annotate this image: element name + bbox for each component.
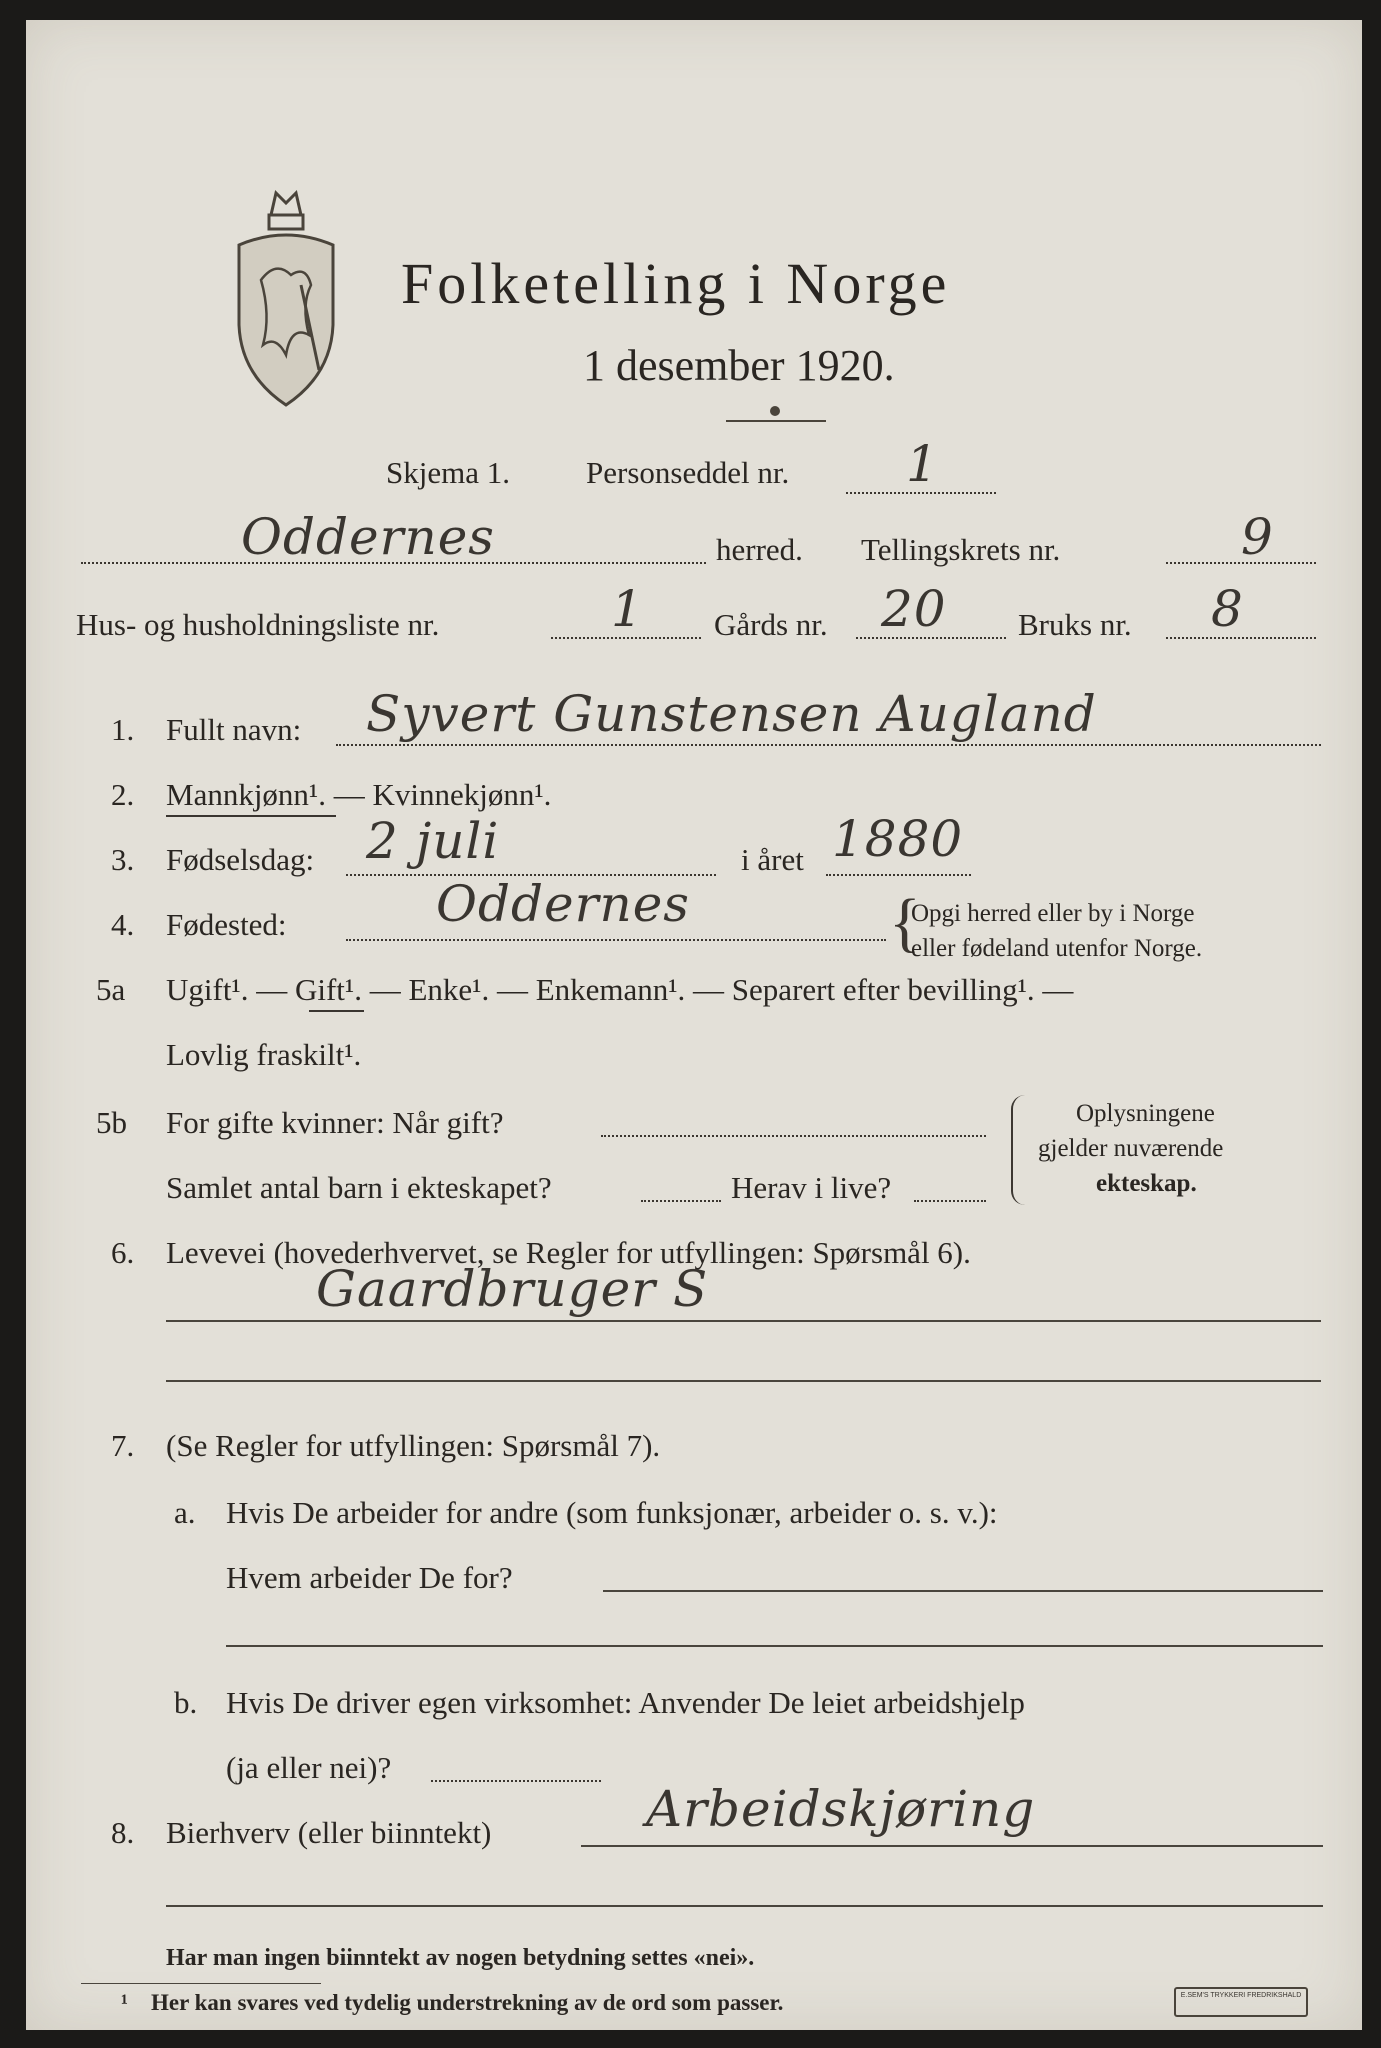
q7b-label: Hvis De driver egen virksomhet: Anvender De leiet arbeidshjelp — [226, 1685, 1025, 1720]
q1-number: 1. — [111, 712, 135, 747]
q5b-note-line-2: gjelder nuværende — [1038, 1135, 1224, 1162]
footnote-text: Her kan svares ved tydelig understrekning av de ord som passer. — [151, 1990, 784, 2015]
form-date: 1 desember 1920. — [583, 341, 895, 390]
q5a-marital-options-line-2: Lovlig fraskilt¹. — [166, 1037, 362, 1072]
footer-instruction: Har man ingen biinntekt av nogen betydning settes «nei». — [166, 1945, 755, 1971]
q1-full-name-value: Syvert Gunstensen Augland — [366, 685, 1097, 743]
q1-label: Fullt navn: — [166, 712, 302, 747]
q7b-answer-line — [431, 1780, 601, 1782]
q6-occupation-value: Gaardbruger S — [316, 1260, 709, 1318]
personseddel-value: 1 — [906, 435, 939, 493]
q3-year-value: 1880 — [832, 810, 964, 868]
q7a-employer-label: Hvem arbeider De for? — [226, 1560, 513, 1595]
q7b-letter: b. — [174, 1685, 198, 1720]
q5b-note-brace — [1011, 1095, 1031, 1205]
coat-of-arms-icon — [231, 185, 341, 410]
q6-field-line-1 — [166, 1320, 1321, 1322]
q5b-when-married-line — [601, 1135, 986, 1137]
q7a-employer-line-2 — [226, 1645, 1323, 1647]
q8-label: Bierhverv (eller biinntekt) — [166, 1815, 492, 1850]
q4-birthplace-value: Oddernes — [436, 875, 690, 933]
tellingskrets-label: Tellingskrets nr. — [861, 532, 1061, 567]
bruks-label: Bruks nr. — [1018, 607, 1132, 642]
q7a-letter: a. — [174, 1495, 196, 1530]
footnote-separator — [81, 1983, 321, 1984]
q5a-number: 5a — [96, 972, 126, 1007]
q8-field-line — [581, 1845, 1323, 1847]
personseddel-label: Personseddel nr. — [586, 455, 790, 490]
tellingskrets-value: 9 — [1241, 508, 1274, 566]
q5b-children-label: Samlet antal barn i ekteskapet? — [166, 1170, 552, 1205]
footnote-mark: ¹ — [121, 1990, 128, 2015]
q5b-when-married-label: For gifte kvinner: Når gift? — [166, 1105, 504, 1140]
q5b-note-line-3: ekteskap. — [1096, 1170, 1197, 1197]
gards-label: Gårds nr. — [714, 607, 828, 642]
title-ornament-dot — [770, 406, 780, 416]
q7a-label: Hvis De arbeider for andre (som funksjonær, arbeider o. s. v.): — [226, 1495, 998, 1530]
q7b-answer-label: (ja eller nei)? — [226, 1750, 392, 1785]
q4-note-line-1: Opgi herred eller by i Norge — [911, 900, 1195, 927]
census-form-page — [26, 20, 1362, 2030]
q7a-employer-line — [603, 1590, 1323, 1592]
q4-field-line — [346, 939, 886, 941]
q6-field-line-2 — [166, 1380, 1321, 1382]
herred-label: herred. — [716, 532, 803, 567]
q4-number: 4. — [111, 907, 135, 942]
q8-side-income-value: Arbeidskjøring — [646, 1780, 1036, 1838]
printer-stamp — [1174, 1987, 1308, 2017]
q3-year-label: i året — [741, 842, 804, 877]
q1-field-line — [336, 744, 1321, 746]
printer-stamp-text: E.SEM'S TRYKKERI FREDRIKSHALD — [1180, 1992, 1302, 1999]
q5b-number: 5b — [96, 1105, 127, 1140]
q3-label: Fødselsdag: — [166, 842, 315, 877]
q4-note-line-2: eller fødeland utenfor Norge. — [911, 935, 1203, 962]
bruks-value: 8 — [1211, 580, 1244, 638]
q4-note-brace: { — [889, 886, 921, 959]
q5a-gift-underline — [309, 1010, 364, 1012]
form-title: Folketelling i Norge — [401, 251, 951, 316]
q7-number: 7. — [111, 1428, 135, 1463]
q5b-alive-label: Herav i live? — [731, 1170, 892, 1205]
q3-year-field-line — [826, 874, 971, 876]
gards-value: 20 — [881, 580, 947, 638]
title-ornament — [726, 420, 826, 422]
husholdningsliste-value: 1 — [611, 580, 644, 638]
q5b-alive-line — [914, 1200, 986, 1202]
q5a-marital-options: Ugift¹. — Gift¹. — Enke¹. — Enkemann¹. — Separert efter bevilling¹. — — [166, 972, 1074, 1007]
q6-number: 6. — [111, 1235, 135, 1270]
q4-label: Fødested: — [166, 907, 287, 942]
skjema-label: Skjema 1. — [386, 455, 510, 490]
q2-mannkjonn-underline — [166, 815, 336, 817]
q8-field-line-2 — [166, 1905, 1323, 1907]
q3-birthday-value: 2 juli — [366, 812, 500, 870]
q7-label: (Se Regler for utfyllingen: Spørsmål 7). — [166, 1428, 661, 1463]
q5b-children-line — [641, 1200, 721, 1202]
q2-sex-options: Mannkjønn¹. — Kvinnekjønn¹. — [166, 777, 552, 812]
q8-number: 8. — [111, 1815, 135, 1850]
q6-occupation-label: Levevei (hovederhvervet, se Regler for utfyllingen: Spørsmål 6). — [166, 1235, 971, 1270]
q2-number: 2. — [111, 777, 135, 812]
herred-value: Oddernes — [241, 508, 495, 566]
q3-number: 3. — [111, 842, 135, 877]
husholdningsliste-label: Hus- og husholdningsliste nr. — [76, 607, 440, 642]
q5b-note-line-1: Oplysningene — [1076, 1100, 1215, 1127]
